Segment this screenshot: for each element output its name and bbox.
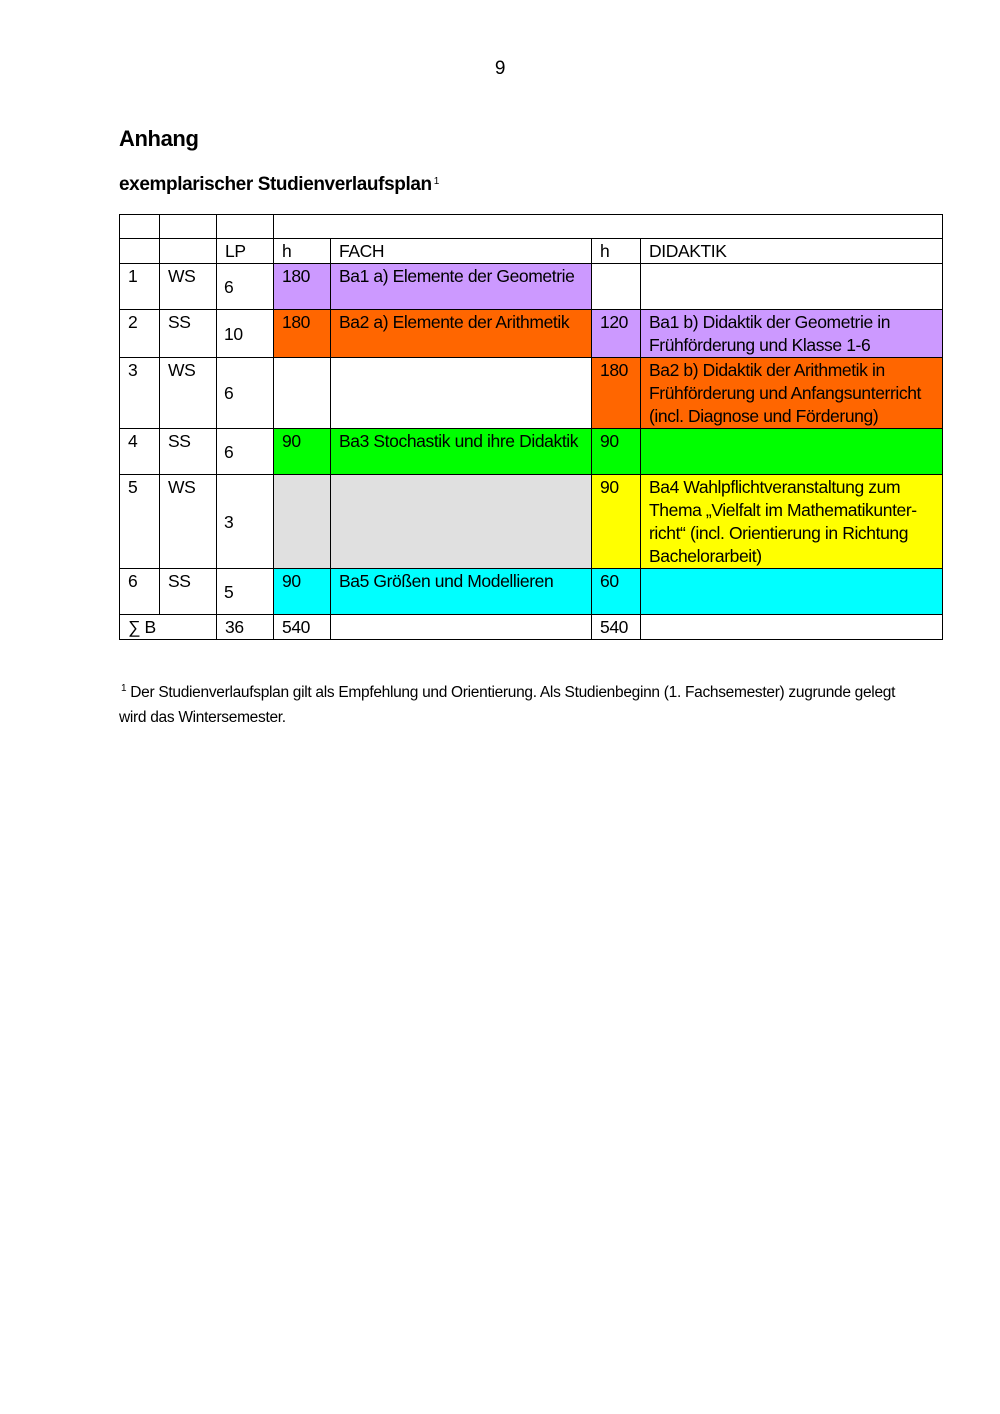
semester-term: SS: [160, 569, 217, 615]
table-cell: [274, 215, 943, 239]
semester-term: WS: [160, 358, 217, 429]
section-heading: Anhang: [119, 126, 199, 151]
footnote: [119, 676, 909, 730]
page-number: 9: [494, 58, 506, 79]
table-cell: [160, 215, 217, 239]
fach-hours: 90: [274, 569, 331, 615]
sum-credit-points: 36: [217, 615, 274, 640]
table-cell: [160, 239, 217, 264]
footnote-text: Der Studienverlaufsplan gilt als Empfehlung und Orientierung. Als Studienbeginn (1. Fachsemester) zugrunde gelegt wird das Wintersemester.: [119, 684, 896, 726]
footnote-marker: 1: [121, 683, 127, 694]
didaktik-module: [641, 429, 943, 475]
didaktik-hours: 90: [592, 429, 641, 475]
credit-points: 10: [217, 310, 274, 358]
didaktik-hours: [592, 264, 641, 310]
fach-module: [331, 358, 592, 429]
sum-fach: [331, 615, 592, 640]
header-h-didaktik: h: [592, 239, 641, 264]
credit-points: 5: [217, 569, 274, 615]
didaktik-hours: 60: [592, 569, 641, 615]
credit-points: 6: [217, 264, 274, 310]
fach-module: Ba1 a) Elemente der Geometrie: [331, 264, 592, 310]
fach-module: Ba3 Stochastik und ihre Didaktik: [331, 429, 592, 475]
didaktik-module: [641, 264, 943, 310]
didaktik-hours: 90: [592, 475, 641, 569]
sum-didaktik: [641, 615, 943, 640]
fach-hours: 180: [274, 310, 331, 358]
header-didaktik: DIDAKTIK: [641, 239, 943, 264]
fach-hours: 90: [274, 429, 331, 475]
fach-module: Ba5 Größen und Modellieren: [331, 569, 592, 615]
fach-module: Ba2 a) Elemente der Arithmetik: [331, 310, 592, 358]
semester-number: 1: [120, 264, 160, 310]
fach-hours: [274, 358, 331, 429]
credit-points: 6: [217, 358, 274, 429]
header-fach: FACH: [331, 239, 592, 264]
table-cell: [120, 215, 160, 239]
semester-term: SS: [160, 310, 217, 358]
fach-hours: [274, 475, 331, 569]
semester-number: 5: [120, 475, 160, 569]
footnote-reference: 1: [433, 176, 439, 187]
sum-label: ∑ B: [120, 615, 217, 640]
fach-module: [331, 475, 592, 569]
header-lp: LP: [217, 239, 274, 264]
table-cell: [217, 215, 274, 239]
didaktik-module: Ba1 b) Didaktik der Geometrie in Frühförderung und Klasse 1-6: [641, 310, 943, 358]
table-row: [120, 429, 943, 475]
table-row: [120, 475, 943, 569]
table-row: [120, 358, 943, 429]
table-title: [119, 174, 439, 196]
table-row: [120, 310, 943, 358]
semester-number: 4: [120, 429, 160, 475]
didaktik-module: [641, 569, 943, 615]
didaktik-module: Ba4 Wahlpflichtveranstaltung zum Thema „Vielfalt im Mathematikunter-richt“ (incl. Orientierung in Richtung Bachelorarbeit): [641, 475, 943, 569]
table-row-blank: [120, 215, 943, 239]
sum-didaktik-hours: 540: [592, 615, 641, 640]
sum-fach-hours: 540: [274, 615, 331, 640]
didaktik-module: Ba2 b) Didaktik der Arithmetik in Frühförderung und Anfangsunterricht (incl. Diagnose und Förderung): [641, 358, 943, 429]
semester-term: WS: [160, 475, 217, 569]
semester-number: 3: [120, 358, 160, 429]
fach-hours: 180: [274, 264, 331, 310]
table-row: [120, 569, 943, 615]
study-plan-table: [119, 214, 943, 640]
table-title-text: exemplarischer Studienverlaufsplan: [119, 174, 432, 195]
didaktik-hours: 180: [592, 358, 641, 429]
semester-number: 2: [120, 310, 160, 358]
table-cell: [120, 239, 160, 264]
header-h-fach: h: [274, 239, 331, 264]
semester-number: 6: [120, 569, 160, 615]
credit-points: 3: [217, 475, 274, 569]
credit-points: 6: [217, 429, 274, 475]
semester-term: WS: [160, 264, 217, 310]
table-row: [120, 264, 943, 310]
table-sum-row: [120, 615, 943, 640]
didaktik-hours: 120: [592, 310, 641, 358]
table-header-row: [120, 239, 943, 264]
semester-term: SS: [160, 429, 217, 475]
